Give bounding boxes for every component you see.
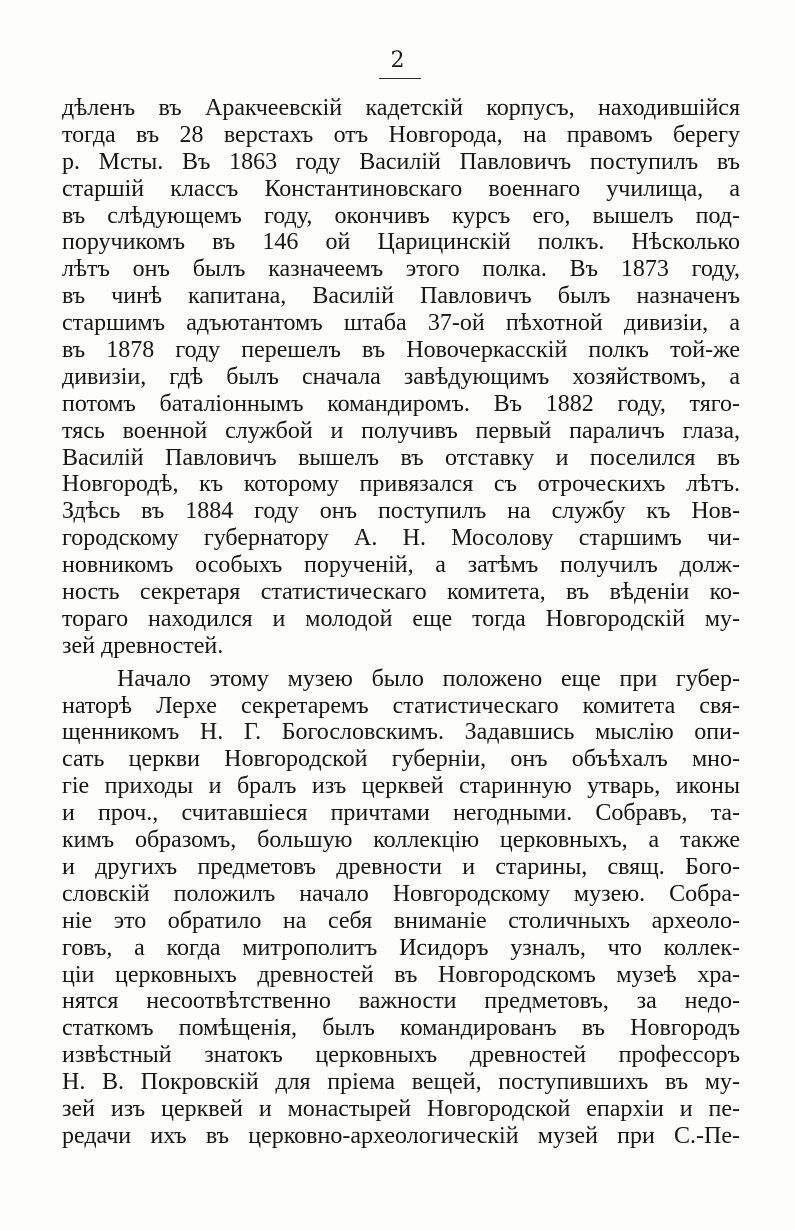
text-line: сать церкви Новгородской губерніи, онъ объѣхалъ мно-: [62, 746, 740, 773]
paragraph-1: [62, 95, 740, 660]
text-line: дивизіи, гдѣ былъ сначала завѣдующимъ хозяйствомъ, а: [62, 363, 740, 390]
text-line: тясь военной службой и получивъ первый параличъ глаза,: [62, 417, 740, 444]
text-line: Василій Павловичъ вышелъ въ отставку и поселился въ: [62, 444, 740, 471]
text-line: р. Мсты. Въ 1863 году Василій Павловичъ поступилъ въ: [62, 148, 740, 175]
text-line: и другихъ предметовъ древности и старины, свящ. Бого-: [62, 853, 740, 880]
text-line: потомъ баталіоннымъ командиромъ. Въ 1882 году, тяго-: [62, 390, 740, 417]
text-line: лѣтъ онъ былъ казначеемъ этого полка. Въ 1873 году,: [62, 256, 740, 283]
paragraph-2: [62, 666, 740, 1150]
text-line: извѣстный знатокъ церковныхъ древностей профессоръ: [62, 1042, 740, 1069]
text-line: зей изъ церквей и монастырей Новгородской епархіи и пе-: [62, 1095, 740, 1122]
text-line: зей древностей.: [62, 632, 224, 659]
text-line: тораго находился и молодой еще тогда Новгородскій му-: [62, 605, 740, 632]
text-line: ціи церковныхъ древностей въ Новгородскомъ музеѣ хра-: [62, 961, 740, 988]
page-number: 2: [390, 48, 405, 73]
text-line: Здѣсь въ 1884 году онъ поступилъ на службу къ Нов-: [62, 498, 740, 525]
body-text: [62, 95, 740, 1150]
text-line: въ слѣдующемъ году, окончивъ курсъ его, вышелъ под-: [62, 202, 740, 229]
text-line: щенникомъ Н. Г. Богословскимъ. Задавшись мыслію опи-: [62, 719, 740, 746]
text-line: словскій положилъ начало Новгородскому музею. Собра-: [62, 880, 740, 907]
text-line: Начало этому музею было положено еще при губер-: [117, 665, 740, 692]
text-line: говъ, а когда митрополитъ Исидоръ узналъ, что коллек-: [62, 934, 740, 961]
text-line: наторѣ Лерхе секретаремъ статистическаго комитета свя-: [62, 692, 740, 719]
text-line: и проч., считавшіеся причтами негодными. Собравъ, та-: [62, 800, 740, 827]
text-line: поручикомъ въ 146 ой Царицинскій полкъ. Нѣсколько: [62, 229, 740, 256]
text-line: тогда въ 28 верстахъ отъ Новгорода, на правомъ берегу: [62, 121, 740, 148]
text-line: нятся несоотвѣтственно важности предметовъ, за недо-: [62, 988, 740, 1015]
text-line: въ 1878 году перешелъ въ Новочеркасскій полкъ той-же: [62, 337, 740, 364]
text-line: новникомъ особыхъ порученій, а затѣмъ получилъ долж-: [62, 552, 740, 579]
text-line: ніе это обратило на себя вниманіе столичныхъ археоло-: [62, 907, 740, 934]
text-line: гіе приходы и бралъ изъ церквей старинную утварь, иконы: [62, 773, 740, 800]
text-line: дѣленъ въ Аракчеевскій кадетскій корпусъ, находившійся: [62, 95, 740, 121]
text-line: редачи ихъ въ церковно-археологическій музей при С.-Пе-: [62, 1122, 740, 1149]
text-line: старшимъ адъютантомъ штаба 37-ой пѣхотной дивизіи, а: [62, 310, 740, 337]
text-line: въ чинѣ капитана, Василій Павловичъ былъ назначенъ: [62, 283, 740, 310]
page-number-rule: [379, 78, 421, 79]
text-line: Н. В. Покровскій для пріема вещей, поступившихъ въ му-: [62, 1069, 740, 1096]
text-line: городскому губернатору А. Н. Мосолову старшимъ чи-: [62, 525, 740, 552]
text-line: Новгородѣ, къ которому привязался съ отроческихъ лѣтъ.: [62, 471, 740, 498]
text-line: кимъ образомъ, большую коллекцію церковныхъ, а также: [62, 827, 740, 854]
text-line: ность секретаря статистическаго комитета, въ вѣденіи ко-: [62, 579, 740, 606]
text-line: статкомъ помѣщенія, былъ командированъ въ Новгородъ: [62, 1015, 740, 1042]
text-line: старшій классъ Константиновскаго военнаго училища, а: [62, 175, 740, 202]
